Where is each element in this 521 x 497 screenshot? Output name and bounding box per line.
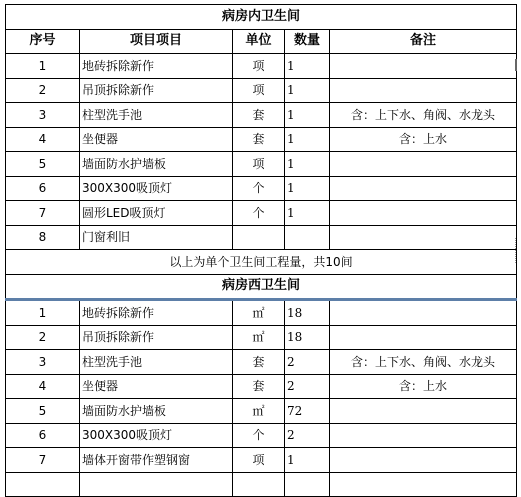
cell-item-name[interactable]: 300X300吸顶灯	[80, 176, 233, 201]
cell-row-number[interactable]: 1	[6, 54, 80, 79]
cell-row-number[interactable]: 7	[6, 201, 80, 226]
cell-item-name[interactable]: 吊顶拆除新作	[80, 325, 233, 350]
cell-unit[interactable]: 套	[233, 127, 285, 152]
cell-quantity[interactable]: 72	[285, 399, 330, 424]
cell-row-number[interactable]: 7	[6, 448, 80, 473]
cell-note[interactable]: 含：上下水、角阀、水龙头	[330, 350, 517, 375]
cell-item-name[interactable]: 圆形LED吸顶灯	[80, 201, 233, 226]
section1-footnote[interactable]: 以上为单个卫生间工程量，共10间	[6, 250, 517, 275]
cell-quantity[interactable]: 1	[285, 54, 330, 79]
cell-row-number[interactable]: 2	[6, 78, 80, 103]
cell-unit[interactable]: 项	[233, 54, 285, 79]
cell-item-name[interactable]: 柱型洗手池	[80, 350, 233, 375]
cell-note[interactable]	[330, 399, 517, 424]
cell-unit[interactable]	[233, 225, 285, 250]
cell-row-number[interactable]: 5	[6, 152, 80, 177]
copy-marquee	[515, 238, 518, 263]
cell-quantity[interactable]: 2	[285, 423, 330, 448]
table-row	[6, 448, 517, 473]
table-row	[6, 176, 517, 201]
cell-unit[interactable]: 个	[233, 176, 285, 201]
cell-note[interactable]	[330, 176, 517, 201]
cell-quantity[interactable]: 2	[285, 374, 330, 399]
cell-item-name[interactable]: 300X300吸顶灯	[80, 423, 233, 448]
cell-quantity[interactable]: 1	[285, 78, 330, 103]
cell-row-number[interactable]: 3	[6, 103, 80, 128]
footnote-row	[6, 250, 517, 275]
cell-note[interactable]	[330, 472, 517, 497]
section2-title-row	[6, 274, 517, 300]
cell-quantity[interactable]: 18	[285, 300, 330, 326]
cell-row-number[interactable]: 6	[6, 176, 80, 201]
cell-quantity[interactable]: 2	[285, 350, 330, 375]
cell-quantity[interactable]: 1	[285, 448, 330, 473]
cell-row-number[interactable]: 6	[6, 423, 80, 448]
cell-item-name[interactable]: 地砖拆除新作	[80, 300, 233, 326]
cell-unit[interactable]: 项	[233, 448, 285, 473]
cell-note[interactable]	[330, 325, 517, 350]
header-row	[6, 29, 517, 54]
selection-marker	[515, 59, 517, 71]
cell-quantity[interactable]: 1	[285, 103, 330, 128]
cell-item-name[interactable]: 坐便器	[80, 374, 233, 399]
cell-row-number[interactable]: 4	[6, 127, 80, 152]
cell-quantity[interactable]: 1	[285, 201, 330, 226]
header-note[interactable]: 备注	[330, 29, 517, 54]
cell-quantity[interactable]: 1	[285, 152, 330, 177]
table-row	[6, 201, 517, 226]
cell-unit[interactable]: 项	[233, 152, 285, 177]
cell-note[interactable]	[330, 152, 517, 177]
cell-note[interactable]: 含：上水	[330, 374, 517, 399]
cell-note[interactable]	[330, 78, 517, 103]
cell-quantity[interactable]: 18	[285, 325, 330, 350]
cell-unit[interactable]: 套	[233, 350, 285, 375]
section1-title-row	[6, 5, 517, 30]
cell-unit[interactable]: 套	[233, 103, 285, 128]
cell-quantity[interactable]: 1	[285, 176, 330, 201]
cell-unit[interactable]: ㎡	[233, 300, 285, 326]
table-row	[6, 472, 517, 497]
quantity-table	[5, 4, 517, 497]
cell-row-number[interactable]: 4	[6, 374, 80, 399]
cell-item-name[interactable]: 柱型洗手池	[80, 103, 233, 128]
cell-unit[interactable]: ㎡	[233, 399, 285, 424]
table-row	[6, 399, 517, 424]
cell-note[interactable]	[330, 225, 517, 250]
cell-row-number[interactable]: 3	[6, 350, 80, 375]
cell-item-name[interactable]: 地砖拆除新作	[80, 54, 233, 79]
cell-note[interactable]	[330, 423, 517, 448]
cell-item-name[interactable]	[80, 472, 233, 497]
cell-note[interactable]	[330, 448, 517, 473]
cell-item-name[interactable]: 门窗利旧	[80, 225, 233, 250]
cell-note[interactable]	[330, 201, 517, 226]
cell-row-number[interactable]	[6, 472, 80, 497]
cell-unit[interactable]: 项	[233, 78, 285, 103]
cell-quantity[interactable]	[285, 225, 330, 250]
cell-item-name[interactable]: 吊顶拆除新作	[80, 78, 233, 103]
table-row	[6, 78, 517, 103]
table-row	[6, 374, 517, 399]
cell-item-name[interactable]: 墙面防水护墙板	[80, 399, 233, 424]
cell-row-number[interactable]: 2	[6, 325, 80, 350]
cell-row-number[interactable]: 5	[6, 399, 80, 424]
table-row	[6, 350, 517, 375]
cell-note[interactable]: 含：上下水、角阀、水龙头	[330, 103, 517, 128]
section1-title[interactable]: 病房内卫生间	[6, 5, 517, 30]
cell-note[interactable]	[330, 54, 517, 79]
table-row	[6, 300, 517, 326]
table-row	[6, 103, 517, 128]
cell-unit[interactable]: ㎡	[233, 325, 285, 350]
table-row	[6, 325, 517, 350]
cell-quantity[interactable]: 1	[285, 127, 330, 152]
cell-row-number[interactable]: 8	[6, 225, 80, 250]
section2-title[interactable]: 病房西卫生间	[6, 274, 517, 300]
cell-unit[interactable]: 个	[233, 201, 285, 226]
cell-item-name[interactable]: 墙面防水护墙板	[80, 152, 233, 177]
header-qty[interactable]: 数量	[285, 29, 330, 54]
cell-quantity[interactable]	[285, 472, 330, 497]
table-row	[6, 423, 517, 448]
cell-unit[interactable]: 个	[233, 423, 285, 448]
header-item[interactable]: 项目项目	[80, 29, 233, 54]
header-unit[interactable]: 单位	[233, 29, 285, 54]
table-row	[6, 225, 517, 250]
table-row	[6, 54, 517, 79]
header-no[interactable]: 序号	[6, 29, 80, 54]
cell-unit[interactable]: 套	[233, 374, 285, 399]
cell-item-name[interactable]: 坐便器	[80, 127, 233, 152]
cell-row-number[interactable]: 1	[6, 300, 80, 326]
cell-unit[interactable]	[233, 472, 285, 497]
cell-note[interactable]	[330, 300, 517, 326]
cell-note[interactable]: 含：上水	[330, 127, 517, 152]
cell-item-name[interactable]: 墙体开窗带作塑钢窗	[80, 448, 233, 473]
table-row	[6, 127, 517, 152]
table-row	[6, 152, 517, 177]
